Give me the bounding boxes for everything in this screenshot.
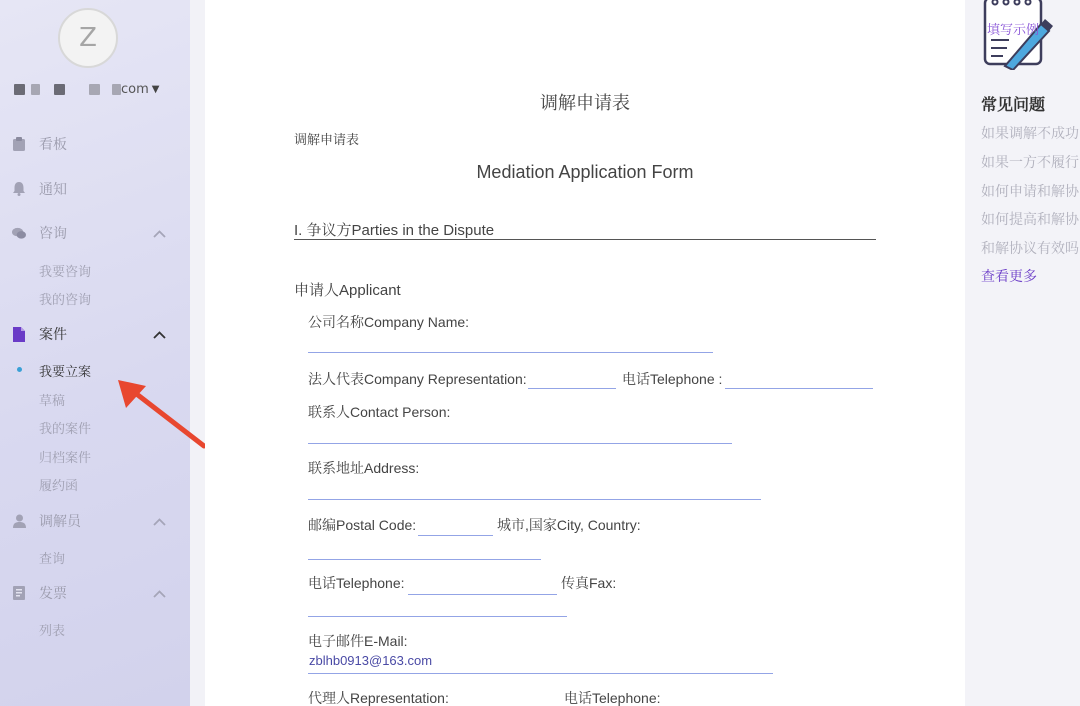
address-label: 联系地址Address:	[308, 460, 420, 476]
form-small-label: 调解申请表	[294, 133, 360, 148]
company-name-label: 公司名称Company Name:	[308, 314, 470, 330]
nav-invoice-label: 发票	[39, 586, 67, 602]
agent-telephone-label: 电话Telephone:	[564, 690, 661, 706]
fax-field[interactable]	[308, 616, 567, 617]
chevron-up-icon[interactable]	[153, 586, 166, 602]
chat-icon	[12, 226, 26, 240]
contact-person-field[interactable]	[308, 443, 732, 444]
nav-notice-label: 通知	[39, 182, 67, 198]
nav-cases-label: 案件	[39, 327, 67, 343]
subnav-file-case[interactable]: 我要立案	[39, 365, 92, 380]
city-country-label: 城市,国家City, Country:	[497, 517, 641, 533]
company-name-field[interactable]	[308, 352, 713, 353]
nav-notice[interactable]	[12, 177, 172, 201]
section-parties-heading: I. 争议方Parties in the Dispute	[294, 219, 876, 240]
bell-icon	[12, 182, 26, 196]
subnav-drafts[interactable]: 草稿	[39, 394, 66, 409]
postal-code-label: 邮编Postal Code:	[308, 517, 417, 533]
nav-invoice[interactable]	[12, 581, 172, 605]
subnav-my-cases[interactable]: 我的案件	[39, 422, 92, 437]
nav-consult-label: 咨询	[39, 226, 67, 242]
subnav-archived-cases[interactable]: 归档案件	[39, 451, 92, 466]
user-menu[interactable]	[14, 82, 159, 97]
fax-label: 传真Fax:	[561, 575, 617, 591]
chevron-up-icon[interactable]	[153, 327, 166, 343]
fill-example-label: 填写示例	[987, 23, 1040, 38]
faq-item[interactable]: 和解协议有效吗	[981, 241, 1079, 257]
fill-example-card[interactable]	[981, 0, 1057, 70]
telephone-label-2: 电话Telephone:	[308, 575, 405, 591]
avatar[interactable]: Z	[58, 8, 118, 68]
telephone-field[interactable]	[725, 388, 873, 389]
email-label: 电子邮件E-Mail:	[308, 633, 408, 649]
user-email-suffix: com	[121, 82, 149, 97]
address-field[interactable]	[308, 499, 761, 500]
telephone-field-2[interactable]	[408, 594, 557, 595]
nav-mediator[interactable]	[12, 509, 172, 533]
nav-dashboard-label: 看板	[39, 137, 67, 153]
legal-rep-field[interactable]	[528, 388, 616, 389]
caret-down-icon[interactable]: ▼	[151, 84, 160, 95]
nav-dashboard[interactable]	[12, 132, 172, 156]
clipboard-icon	[12, 137, 26, 151]
contact-person-label: 联系人Contact Person:	[308, 404, 451, 420]
form-title-cn: 调解申请表	[540, 93, 630, 114]
redacted-text	[112, 84, 121, 95]
faq-item[interactable]: 如何申请和解协	[981, 184, 1079, 200]
legal-rep-label: 法人代表Company Representation:	[308, 371, 527, 387]
user-icon	[12, 514, 26, 528]
agent-label: 代理人Representation:	[308, 690, 449, 706]
subnav-invoice-list[interactable]: 列表	[39, 624, 66, 639]
subnav-my-consult[interactable]: 我的咨询	[39, 293, 92, 308]
application-form	[205, 0, 965, 706]
postal-code-field[interactable]	[418, 535, 493, 536]
subnav-performance-letter[interactable]: 履约函	[39, 479, 79, 494]
nav-consult[interactable]	[12, 221, 172, 245]
telephone-label: 电话Telephone :	[622, 371, 723, 387]
sidebar	[0, 0, 190, 706]
invoice-icon	[12, 586, 26, 600]
faq-title: 常见问题	[981, 95, 1046, 114]
email-field[interactable]	[308, 673, 773, 674]
redacted-text	[14, 84, 25, 95]
chevron-up-icon[interactable]	[153, 514, 166, 530]
subnav-new-consult[interactable]: 我要咨询	[39, 265, 92, 280]
faq-item[interactable]: 如果一方不履行	[981, 155, 1079, 171]
applicant-heading: 申请人Applicant	[294, 282, 401, 299]
faq-item[interactable]: 如果调解不成功	[981, 126, 1079, 142]
form-title-en: Mediation Application Form	[476, 162, 694, 182]
annotation-arrow	[112, 372, 208, 452]
chevron-up-icon[interactable]	[153, 226, 166, 242]
redacted-text	[89, 84, 100, 95]
redacted-text	[54, 84, 65, 95]
faq-more-link[interactable]: 查看更多	[981, 269, 1037, 285]
active-indicator-dot	[17, 367, 22, 372]
nav-mediator-label: 调解员	[39, 514, 81, 530]
subnav-mediator-search[interactable]: 查询	[39, 552, 66, 567]
email-value[interactable]: zblhb0913@163.com	[309, 653, 433, 668]
document-icon	[12, 327, 26, 341]
redacted-text	[31, 84, 40, 95]
faq-item[interactable]: 如何提高和解协	[981, 212, 1079, 228]
help-panel	[965, 0, 1080, 706]
city-country-field[interactable]	[308, 559, 541, 560]
nav-cases[interactable]	[12, 322, 172, 346]
